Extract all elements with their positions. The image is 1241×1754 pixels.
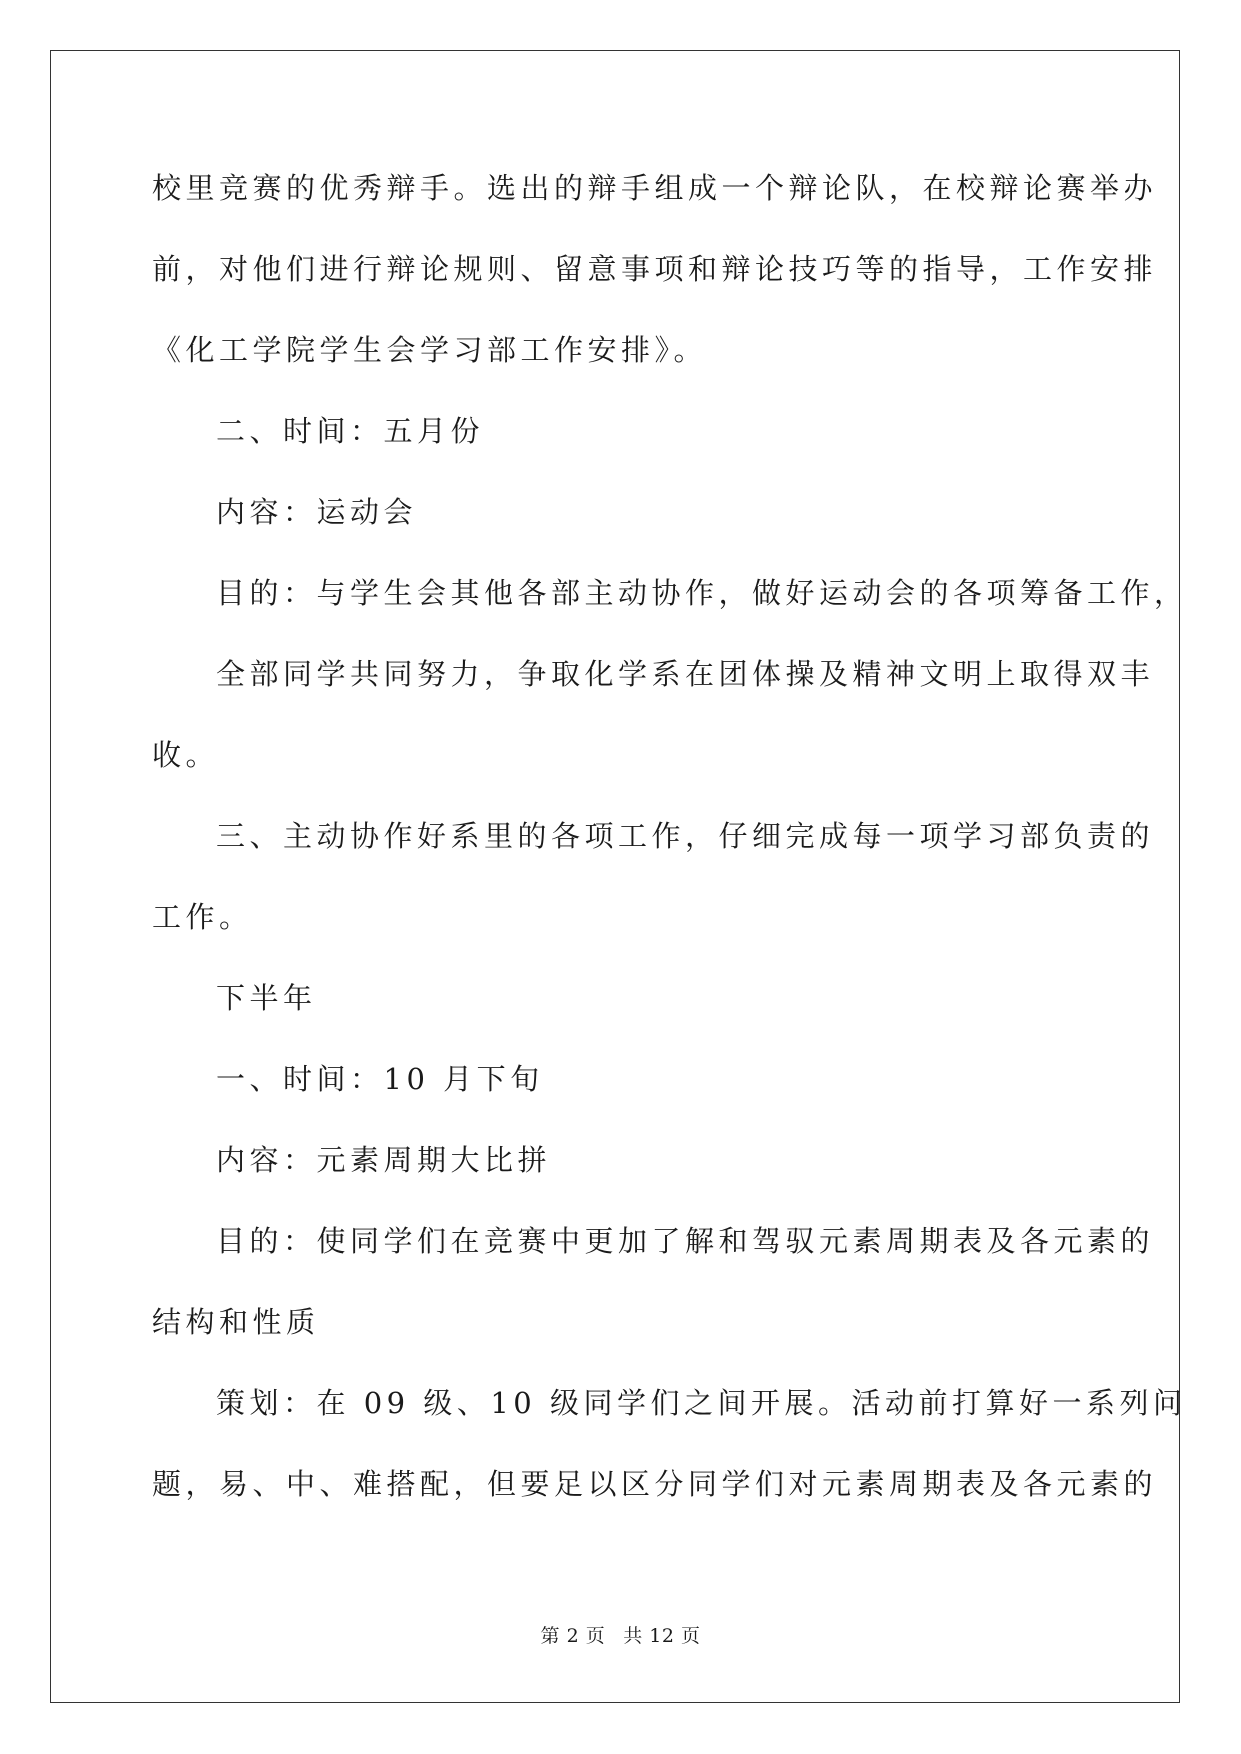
text-line: 二、时间：五月份: [216, 414, 485, 448]
text-line: 目的：与学生会其他各部主动协作，做好运动会的各项筹备工作，: [216, 576, 1188, 610]
text-line: 全部同学共同努力，争取化学系在团体操及精神文明上取得双丰: [216, 657, 1155, 691]
text-line: 内容：元素周期大比拼: [216, 1143, 552, 1177]
text-line: 目的：使同学们在竞赛中更加了解和驾驭元素周期表及各元素的: [216, 1224, 1155, 1258]
text-line: 策划：在 09 级、10 级同学们之间开展。活动前打算好一系列问: [216, 1386, 1187, 1420]
page-border: [50, 50, 1180, 1703]
text-line: 收。: [152, 738, 220, 772]
text-line: 校里竞赛的优秀辩手。选出的辩手组成一个辩论队，在校辩论赛举办: [152, 171, 1158, 205]
page-total: 共 12 页: [623, 1625, 701, 1647]
page-footer: [0, 1624, 1241, 1648]
text-line: 前，对他们进行辩论规则、留意事项和辩论技巧等的指导，工作安排: [152, 252, 1158, 286]
section-heading: 下半年: [216, 981, 317, 1015]
text-line: 三、主动协作好系里的各项工作，仔细完成每一项学习部负责的: [216, 819, 1155, 853]
text-line: 题，易、中、难搭配，但要足以区分同学们对元素周期表及各元素的: [152, 1467, 1158, 1501]
text-line: 工作。: [152, 900, 253, 934]
text-line: 内容：运动会: [216, 495, 418, 529]
text-line: 一、时间：10 月下旬: [216, 1062, 544, 1096]
text-line: 结构和性质: [152, 1305, 320, 1339]
page-number: 第 2 页: [540, 1625, 606, 1647]
text-line: 《化工学院学生会学习部工作安排》。: [152, 333, 708, 367]
